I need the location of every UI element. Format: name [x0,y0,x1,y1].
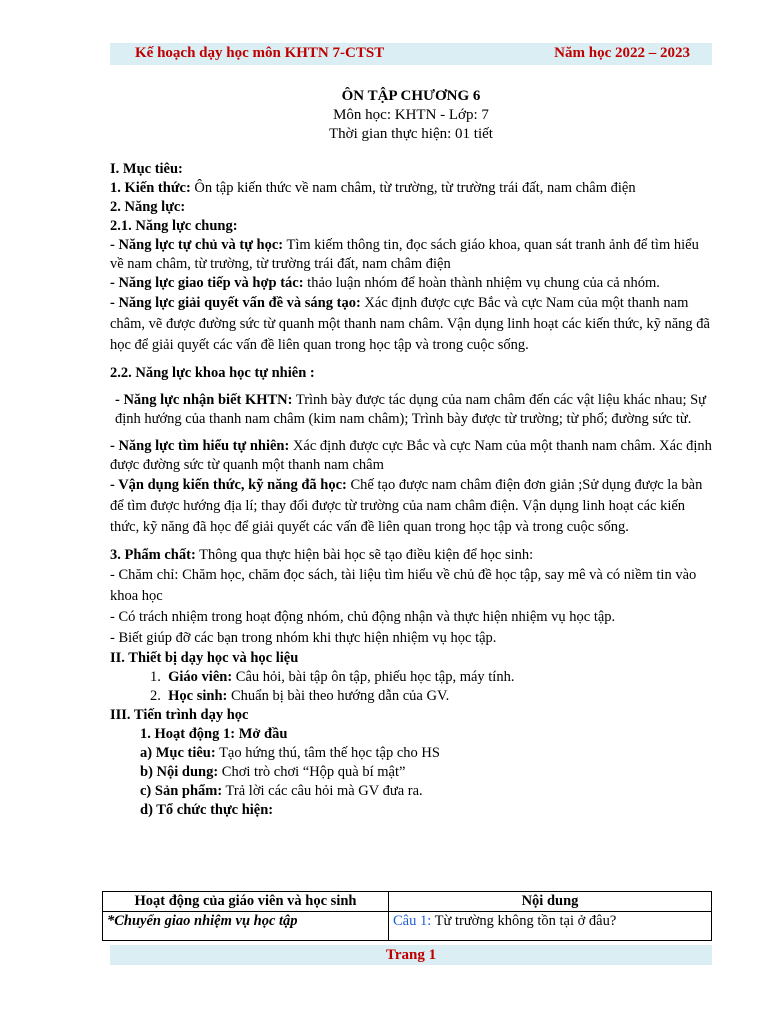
question-label: Câu 1: [393,913,432,929]
knowledge-text: Ôn tập kiến thức về nam châm, từ trường, từ trường trái đất, nam châm điện [190,180,636,196]
lesson-subject: Môn học: KHTN - Lớp: 7 [333,107,489,123]
science-item-text: Chế tạo được nam châm điện đơn giản ;Sử dụng được la bàn để tìm được hướng địa lí; thay đổi được từ trường của nam châm điện. Vận dụng linh hoạt các kiến thức, kỹ năng đã học để giải quyết các vấn đề liên quan trong học tập và trong cuộc sống. [110,477,703,535]
activity-item-label: d) Tổ chức thực hiện: [140,802,274,818]
general-item [110,274,712,293]
equipment-item [110,668,712,687]
quality-text: Thông qua thực hiện bài học sẽ tạo điều kiện để học sinh: [195,547,534,563]
task-transfer-label: *Chuyển giao nhiệm vụ học tập [107,913,298,929]
general-item-label: - Năng lực giải quyết vấn đề và sáng tạo: [110,295,361,311]
general-competence-heading: 2.1. Năng lực chung: [110,218,238,234]
equipment-item [110,687,712,706]
science-item [110,437,712,475]
quality-label: 3. Phẩm chất: [110,547,196,563]
section-heading-process: III. Tiến trình dạy học [110,707,249,723]
knowledge-paragraph [110,179,712,198]
table-cell-question [389,912,712,941]
table-row [103,912,712,941]
question-text: Từ trường không tồn tại ở đâu? [431,913,617,929]
science-competence-heading: 2.2. Năng lực khoa học tự nhiên : [110,365,315,381]
document-body [110,160,712,820]
activity-item [110,744,712,763]
table-header-row [103,892,712,912]
activity-item [110,801,712,820]
header-school-year: Năm học 2022 – 2023 [554,45,690,61]
general-item-text: Xác định được cực Bắc và cực Nam của một thanh nam châm, vẽ được đường sức từ quanh một thanh nam châm. Vận dụng linh hoạt các kiến thức, kỹ năng đã học để giải quyết các vấn đề liên quan trong học tập và trong cuộc sống. [110,295,710,353]
page-header [110,43,712,65]
equipment-item-num: 2. [150,688,161,704]
quality-item: - Biết giúp đỡ các bạn trong nhóm khi thực hiện nhiệm vụ học tập. [110,630,497,646]
equipment-item-num: 1. [150,669,161,685]
science-item-label: - Năng lực nhận biết KHTN: [115,392,293,408]
activity-item-text: Tạo hứng thú, tâm thế học tập cho HS [215,745,440,761]
section-heading-objectives: I. Mục tiêu: [110,161,183,177]
lesson-title-block [110,87,712,144]
quality-item: - Có trách nhiệm trong hoạt động nhóm, chủ động nhận và thực hiện nhiệm vụ học tập. [110,609,616,625]
equipment-item-text: Chuẩn bị bài theo hướng dẫn của GV. [227,688,450,704]
equipment-item-label: Giáo viên: [168,669,233,685]
activity-item [110,782,712,801]
activity-table [102,891,712,941]
quality-item: - Chăm chỉ: Chăm học, chăm đọc sách, tài liệu tìm hiểu về chủ đề học tập, say mê và có niềm tin vào khoa học [110,567,697,604]
general-item-text: thảo luận nhóm để hoàn thành nhiệm vụ chung của cả nhóm. [303,275,660,291]
science-item [110,475,712,538]
activity-heading: 1. Hoạt động 1: Mở đầu [140,726,288,742]
activity-item [110,763,712,782]
quality-paragraph [110,546,712,565]
science-item-label: - Năng lực tìm hiểu tự nhiên: [110,438,290,454]
activity-item-label: b) Nội dung: [140,764,219,780]
general-item-label: - Năng lực giao tiếp và hợp tác: [110,275,304,291]
page-footer [110,945,712,965]
science-item-label: - Vận dụng kiến thức, kỹ năng đã học: [110,477,347,493]
equipment-item-text: Câu hỏi, bài tập ôn tập, phiếu học tập, máy tính. [232,669,515,685]
table-header-content: Nội dung [389,892,712,912]
competence-heading: 2. Năng lực: [110,199,186,215]
activity-item-label: c) Sản phẩm: [140,783,223,799]
activity-item-text: Chơi trò chơi “Hộp quà bí mật” [218,764,406,780]
page-number: Trang 1 [385,947,437,963]
lesson-title: ÔN TẬP CHƯƠNG 6 [341,88,481,104]
general-item-label: - Năng lực tự chủ và tự học: [110,237,284,253]
knowledge-label: 1. Kiến thức: [110,180,191,196]
lesson-duration: Thời gian thực hiện: 01 tiết [329,126,493,142]
general-item [110,293,712,356]
header-plan-title: Kế hoạch dạy học môn KHTN 7-CTST [135,45,385,61]
science-item-text: Trình bày được tác dụng của nam châm đến các vật liệu khác nhau; Sự định hướng của thanh nam châm (kim nam châm); Trình bày được từ trường; từ phổ; đường sức từ. [115,392,707,427]
general-item-text: Tìm kiếm thông tin, đọc sách giáo khoa, quan sát tranh ảnh để tìm hiểu về nam châm, từ trường, từ trường trái đất, nam châm điện [110,237,699,272]
equipment-item-label: Học sinh: [168,688,228,704]
science-item-text: Xác định được cực Bắc và cực Nam của một thanh nam châm. Xác định được đường sức từ quanh một thanh nam châm [110,438,712,473]
table-header-activities: Hoạt động của giáo viên và học sinh [103,892,389,912]
general-item [110,236,712,274]
table-cell-task [103,912,389,941]
section-heading-equipment: II. Thiết bị dạy học và học liệu [110,650,299,666]
activity-item-text: Trả lời các câu hỏi mà GV đưa ra. [222,783,423,799]
science-item [110,391,712,429]
activity-item-label: a) Mục tiêu: [140,745,216,761]
